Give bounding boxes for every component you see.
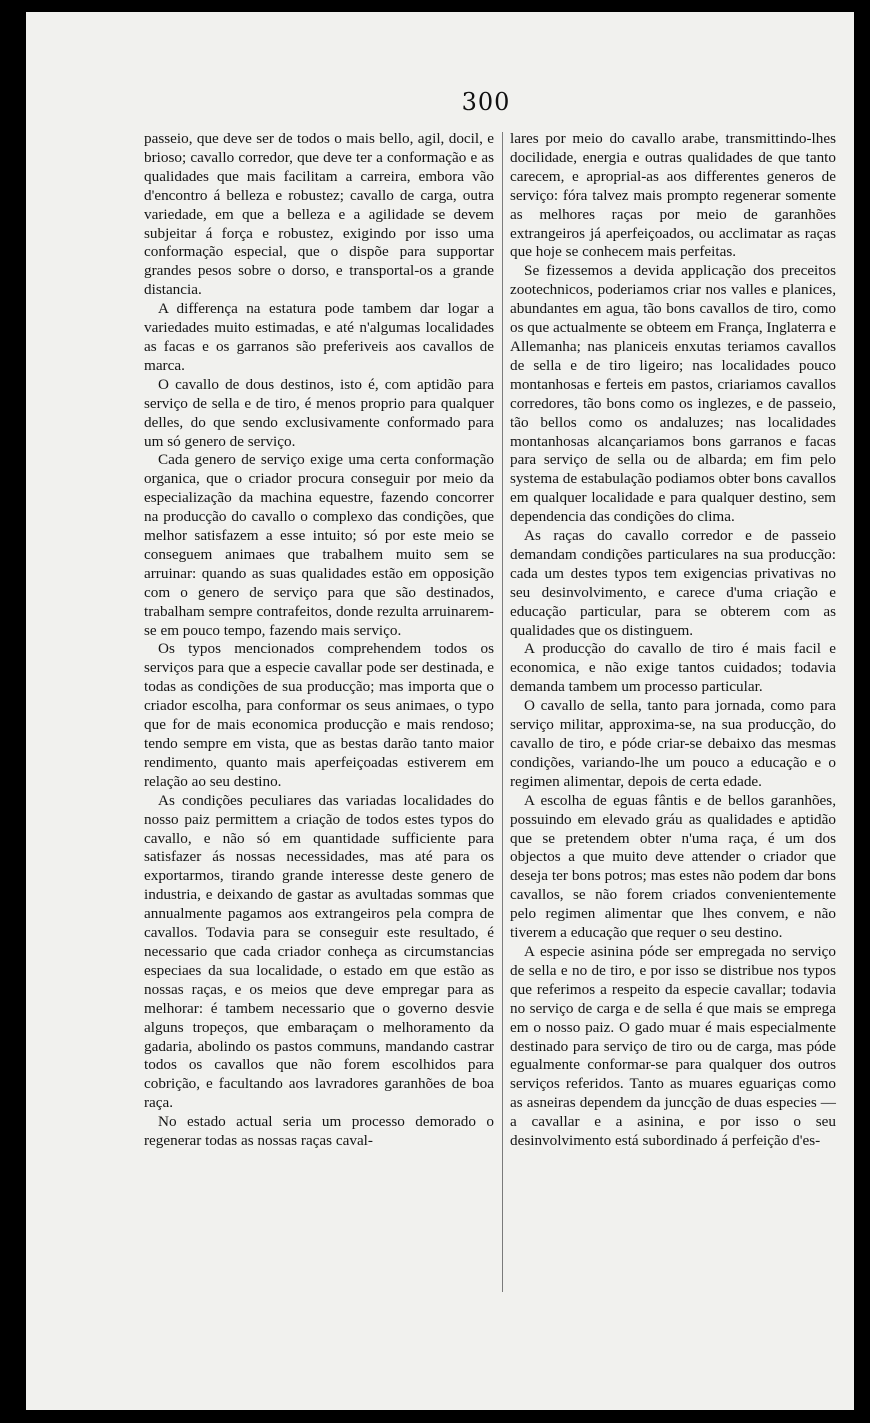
left-paragraph-1: passeio, que deve ser de todos o mais bello, agil, docil, e brioso; cavallo corredor, que deve ter a conformação e as qualidades que mais facilitam a carreira, embora vão d'encontro á belleza e robustez; cavallo de carga, outra variedade, em que a belleza e a agilidade se devem subjeitar á força e robustez, exigindo por isso uma conformação especial, que o dispõe para supportar grandes pesos sobre o dorso, e transportal-os a grande distancia. — [144, 130, 494, 299]
left-paragraph-6: As condições peculiares das variadas localidades do nosso paiz permittem a criação de todos estes typos do cavallo, e não só em quantidade sufficiente para satisfazer ás nossas necessidades, mas até para os exportarmos, tirando grande interesse deste genero de industria, e deixando de gastar as avultadas sommas que annualmente pagamos aos extrangeiros pela compra de cavallos. Todavia para se conseguir este resultado, é necessario que cada criador conheça as circumstancias especiaes da sua localidade, o estado em que estão as nossas raças, e os meios que deve empregar para as melhorar: é tambem necessario que o governo desvie alguns tropeços, que embaraçam o melhoramento da gadaria, abolindo os pastos communs, mandando castrar todos os cavallos que não forem escolhidos para cobrição, e facultando aos lavradores garanhões de boa raça. — [144, 791, 494, 1112]
right-paragraph-3: As raças do cavallo corredor e de passeio demandam condições particulares na sua producção: cada um destes typos tem exigencias privativas no seu desinvolvimento, e carece d'uma criação e educação particular, para se obterem com as qualidades que os distinguem. — [510, 527, 836, 639]
right-paragraph-7: A especie asinina póde ser empregada no serviço de sella e no de tiro, e por isso se distribue nos typos que referimos a respeito da especie cavallar; todavia no serviço de carga e de sella é que mais se emprega em o nosso paiz. O gado muar é mais especialmente destinado para serviço de tiro ou de carga, mas póde egualmente conformar-se para qualquer dos outros serviços referidos. Tanto as muares eguariças como as asneiras dependem da juncção de duas especies — a cavallar e a asinina, e por isso o seu desinvolvimento está subordinado á perfeição d'es- — [510, 942, 836, 1150]
left-paragraph-4: Cada genero de serviço exige uma certa conformação organica, que o criador procura conseguir por meio da especialização da machina equestre, fazendo concorrer na producção do cavallo o complexo das condições, que melhor satisfazem a esse intuito; só por este meio se conseguem animaes que trabalhem muito sem se arruinar: quando as suas qualidades estão em opposição com o genero de serviço para que são destinados, trabalham sempre contrafeitos, donde rezulta arruinarem-se em pouco tempo, fazendo mais serviço. — [144, 451, 494, 639]
left-paragraph-2: A differença na estatura pode tambem dar logar a variedades muito estimadas, e até n'algumas localidades as facas e os garranos são preferiveis aos cavallos de marca. — [144, 300, 494, 374]
right-paragraph-4: A producção do cavallo de tiro é mais facil e economica, e não exige tantos cuidados; todavia demanda tambem um processo particular. — [510, 640, 836, 696]
right-text-column — [510, 130, 836, 1151]
left-text-column — [144, 130, 494, 1151]
left-paragraph-5: Os typos mencionados comprehendem todos os serviços para que a especie cavallar pode ser destinada, e todas as condições de sua producção; mas importa que o criador escolha, para conformar os seus animaes, o typo que for de mais economica producção e mais rendoso; tendo sempre em vista, que as bestas darão tanto maior rendimento, quanto mais aperfeiçoadas estiverem em relação ao seu destino. — [144, 640, 494, 790]
left-paragraph-7: No estado actual seria um processo demorado o regenerar todas as nossas raças caval- — [144, 1113, 494, 1150]
left-paragraph-3: O cavallo de dous destinos, isto é, com aptidão para serviço de sella e de tiro, é menos proprio para qualquer delles, do que sendo exclusivamente conformado para um só genero de serviço. — [144, 375, 494, 450]
right-paragraph-1: lares por meio do cavallo arabe, transmittindo-lhes docilidade, energia e outras qualidades de que tanto carecem, e aproprial-as aos differentes generos de serviço: fóra talvez mais prompto regenerar somente as melhores raças por meio de garanhões extrangeiros já aperfeiçoados, ou acclimatar as raças que hoje se conhecem mais perfeitas. — [510, 130, 836, 261]
document-page — [26, 12, 854, 1410]
right-paragraph-6: A escolha de eguas fântis e de bellos garanhões, possuindo em elevado gráu as qualidades e aptidão que se pretendem obter n'uma raça, é um dos objectos a que muito deve attender o criador que deseja ter bons potros; mas estes não podem dar bons cavallos, se não forem criados convenientemente pelo regimen alimentar que lhes convem, e não tiverem a educação que requer o seu destino. — [510, 791, 836, 942]
page-number: 300 — [461, 88, 511, 116]
right-paragraph-2: Se fizessemos a devida applicação dos preceitos zootechnicos, poderiamos criar nos valles e planices, abundantes em agua, tão bons cavallos de tiro, como os que actualmente se obteem em França, Inglaterra e Allemanha; nas planiceis enxutas teriamos cavallos de sella e de tiro ligeiro; nas localidades pouco montanhosas e ferteis em pastos, criariamos cavallos corredores, tão bons como os inglezes, e de passeio, tão bellos como os andaluzes; nas localidades montanhosas alcançariamos bons garranos e facas para serviço de sella ou de albarda; em fim pelo systema de estabulação podiamos obter bons cavallos em qualquer localidade e para qualquer destino, sem dependencia das condições do clima. — [510, 262, 836, 526]
column-divider — [502, 132, 503, 1292]
right-paragraph-5: O cavallo de sella, tanto para jornada, como para serviço militar, approxima-se, na sua producção, do cavallo de tiro, e póde criar-se debaixo das mesmas condições, variando-lhe um pouco a educação e o regimen alimentar, depois de certa edade. — [510, 697, 836, 790]
